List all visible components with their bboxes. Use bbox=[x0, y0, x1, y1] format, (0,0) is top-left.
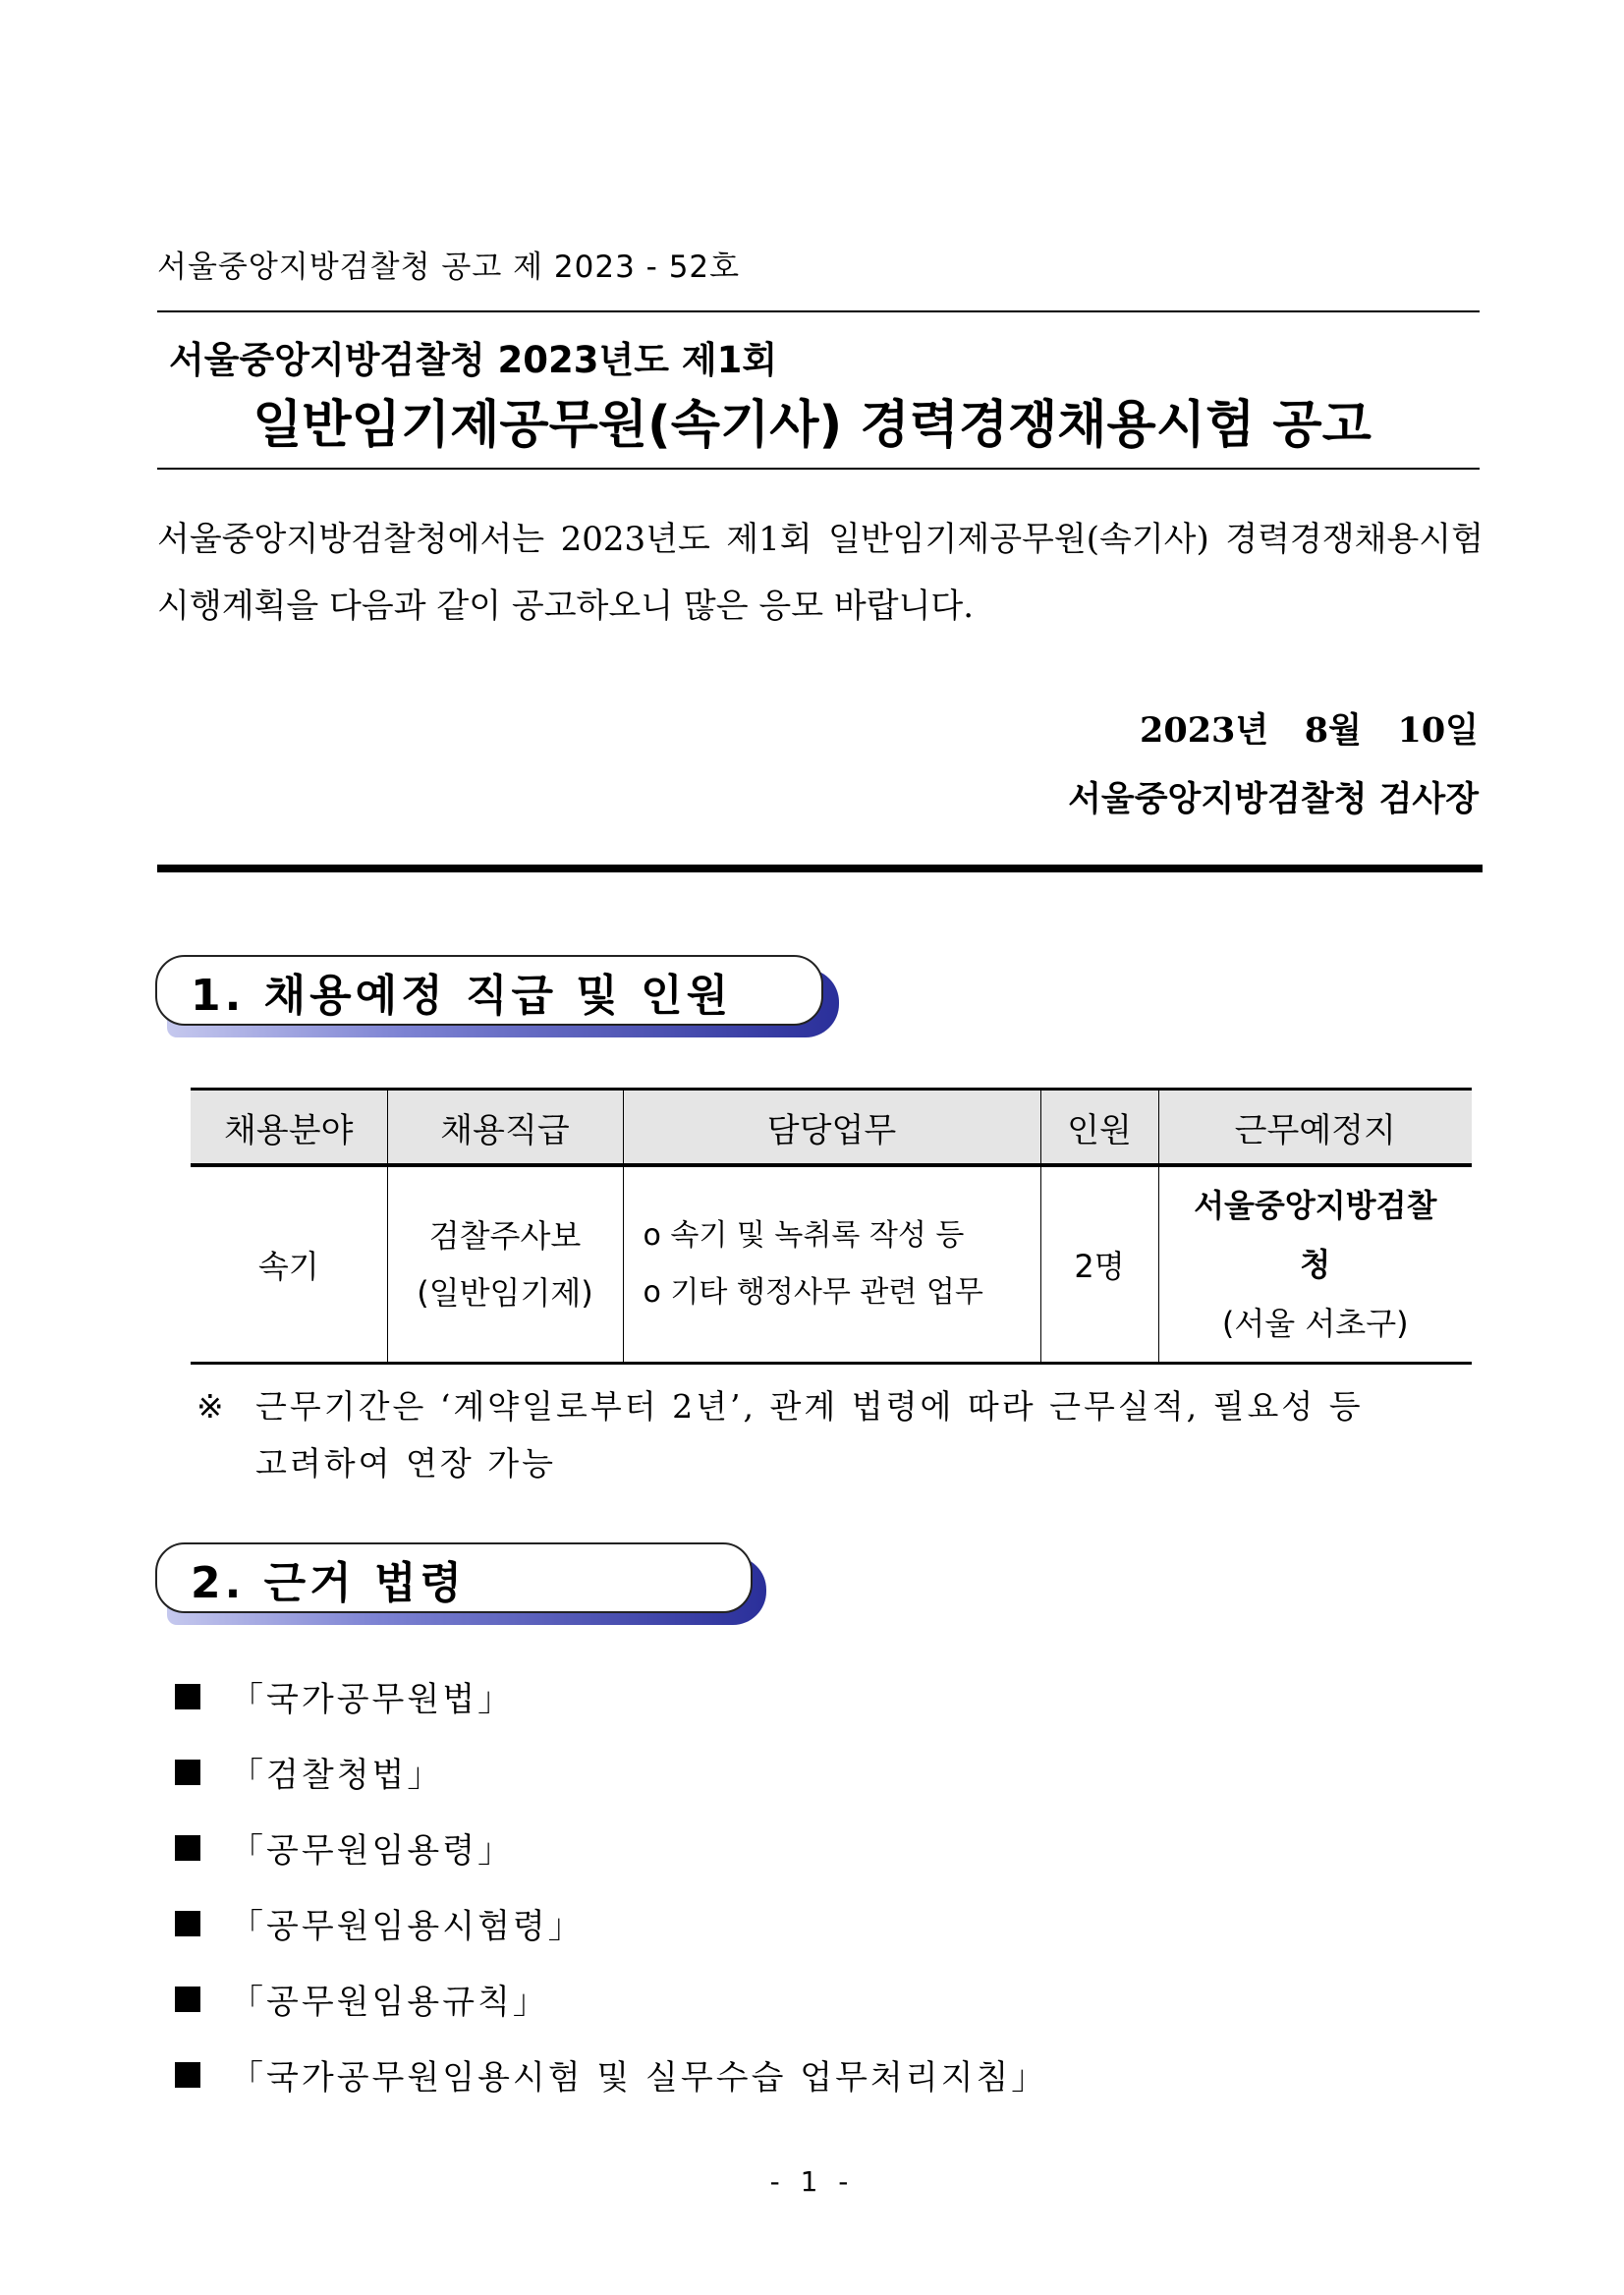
header-divider bbox=[157, 865, 1483, 872]
section-2-title: 2. 근거 법령 bbox=[191, 1558, 466, 1608]
header-duty: 담당업무 bbox=[623, 1090, 1040, 1166]
square-bullet-icon bbox=[175, 1987, 200, 2012]
list-item bbox=[175, 2037, 1047, 2112]
title-top-rule bbox=[157, 310, 1480, 312]
duty-line-1: o 속기 및 녹취록 작성 등 bbox=[643, 1218, 965, 1253]
grade-line-1: 검찰주사보 bbox=[428, 1217, 582, 1255]
square-bullet-icon bbox=[175, 2062, 200, 2088]
list-item bbox=[175, 1885, 1047, 1961]
place-line-1: 서울중앙지방검찰 bbox=[1194, 1187, 1437, 1224]
intro-paragraph: 서울중앙지방검찰청에서는 2023년도 제1회 일반임기제공무원(속기사) 경력경쟁채용시험 시행계획을 다음과 같이 공고하오니 많은 응모 바랍니다. bbox=[157, 520, 1484, 626]
duty-line-2: o 기타 행정사무 관련 업무 bbox=[643, 1275, 983, 1310]
title-line-2: 일반임기제공무원(속기사) 경력경쟁채용시험 공고 bbox=[252, 396, 1372, 455]
square-bullet-icon bbox=[175, 1911, 200, 1936]
header-place: 근무예정지 bbox=[1158, 1090, 1472, 1166]
title-bottom-rule bbox=[157, 468, 1480, 470]
issuer: 서울중앙지방검찰청 검사장 bbox=[1068, 779, 1479, 819]
list-item bbox=[175, 1658, 1047, 1734]
section-1-title: 1. 채용예정 직급 및 인원 bbox=[191, 971, 733, 1021]
cell-duty bbox=[623, 1165, 1040, 1364]
law-name: 「공무원임용시험령」 bbox=[230, 1907, 585, 1946]
square-bullet-icon bbox=[175, 1760, 200, 1785]
law-name: 「국가공무원임용시험 및 실무수습 업무처리지침」 bbox=[230, 2058, 1048, 2098]
header-count: 인원 bbox=[1040, 1090, 1158, 1166]
notice-date: 2023년 8월 10일 bbox=[1139, 710, 1479, 751]
list-item bbox=[175, 1734, 1047, 1810]
header-grade: 채용직급 bbox=[387, 1090, 623, 1166]
square-bullet-icon bbox=[175, 1835, 200, 1861]
footnote bbox=[196, 1378, 1484, 1492]
cell-field: 속기 bbox=[191, 1165, 387, 1364]
notice-number: 서울중앙지방검찰청 공고 제 2023 - 52호 bbox=[157, 250, 741, 285]
list-item bbox=[175, 1810, 1047, 1885]
cell-place bbox=[1158, 1165, 1472, 1364]
footnote-line-1: 근무기간은 ‘계약일로부터 2년’, 관계 법령에 따라 근무실적, 필요성 등 bbox=[255, 1387, 1364, 1426]
header-field: 채용분야 bbox=[191, 1090, 387, 1166]
law-list bbox=[175, 1658, 1047, 2112]
place-line-2: 청 bbox=[1300, 1246, 1331, 1283]
grade-line-2: (일반임기제) bbox=[417, 1274, 593, 1312]
footnote-line-2: 고려하여 연장 가능 bbox=[255, 1444, 557, 1483]
place-line-3: (서울 서초구) bbox=[1221, 1305, 1409, 1342]
page-number: - 1 - bbox=[769, 2165, 855, 2198]
table-row bbox=[191, 1165, 1472, 1364]
square-bullet-icon bbox=[175, 1684, 200, 1709]
law-name: 「공무원임용령」 bbox=[230, 1831, 515, 1871]
title-line-1: 서울중앙지방검찰청 2023년도 제1회 bbox=[169, 339, 778, 381]
law-name: 「공무원임용규칙」 bbox=[230, 1983, 549, 2022]
list-item bbox=[175, 1961, 1047, 2037]
cell-count: 2명 bbox=[1040, 1165, 1158, 1364]
law-name: 「검찰청법」 bbox=[230, 1756, 444, 1795]
reference-mark: ※ bbox=[196, 1387, 227, 1426]
law-name: 「국가공무원법」 bbox=[230, 1680, 515, 1719]
recruitment-table bbox=[191, 1088, 1472, 1365]
cell-grade bbox=[387, 1165, 623, 1364]
table-header-row bbox=[191, 1090, 1472, 1166]
